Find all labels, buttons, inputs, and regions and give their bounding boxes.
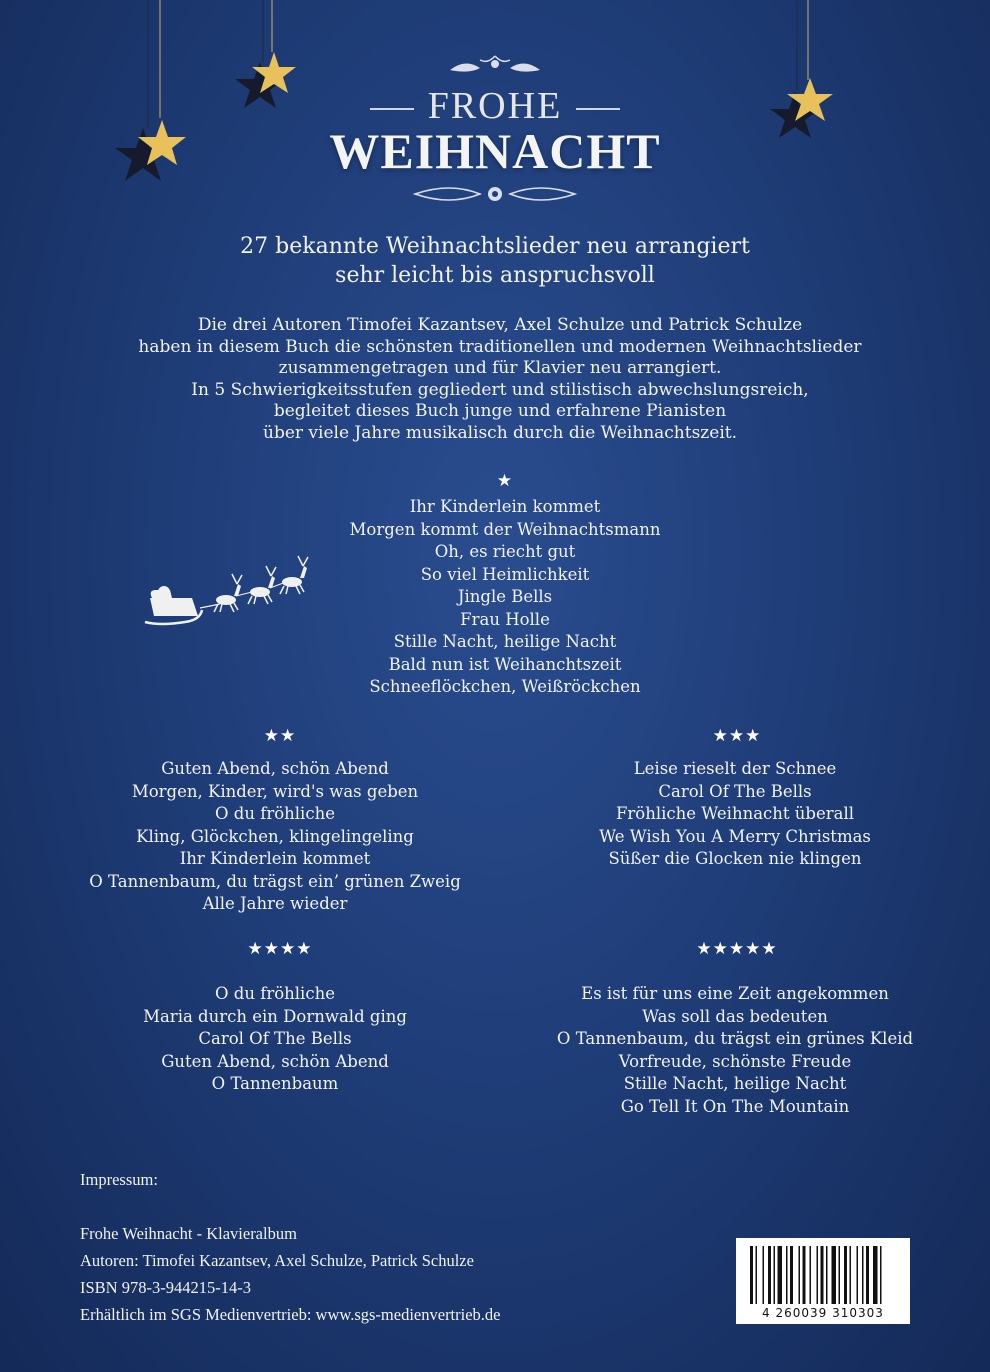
list-item: We Wish You A Merry Christmas (599, 826, 871, 846)
level-5-stars: ★★★★★ (696, 939, 778, 959)
list-item: Oh, es riecht gut (434, 542, 576, 561)
level-1-stars: ★ (496, 471, 514, 491)
list-item: Morgen kommt der Weihnachtsmann (349, 519, 661, 539)
list-item: Stille Nacht, heilige Nacht (393, 632, 617, 651)
list-item: Guten Abend, schön Abend (161, 759, 389, 778)
level-2-song-list (60, 758, 490, 916)
intro-text (120, 315, 880, 444)
barcode (736, 1238, 910, 1324)
list-item: Alle Jahre wieder (202, 894, 348, 913)
list-item: Bald nun ist Weihanchtszeit (388, 654, 622, 674)
intro-line: über viele Jahre musikalisch durch die Weihnachtszeit. (263, 422, 737, 443)
list-item: Schneeflöckchen, Weißröckchen (369, 677, 641, 696)
list-item: Carol Of The Bells (658, 781, 812, 801)
level-5-song-list (525, 983, 945, 1118)
subtitle (0, 232, 990, 290)
imprint-heading: Impressum: (80, 1170, 158, 1189)
list-item: Kling, Glöckchen, klingelingeling (136, 826, 414, 846)
imprint-isbn: ISBN 978-3-944215-14-3 (80, 1278, 251, 1297)
list-item: Fröhliche Weihnacht überall (615, 804, 855, 823)
level-1-song-list (305, 496, 705, 699)
subtitle-line-1: 27 bekannte Weihnachtslieder neu arrangiert (240, 234, 750, 259)
list-item: Carol Of The Bells (198, 1029, 352, 1048)
intro-line: begleitet dieses Buch junge und erfahrene Pianisten (273, 401, 727, 421)
ornament-bottom (410, 180, 580, 210)
intro-line: zusammengetragen und für Klavier neu arrangiert. (278, 358, 722, 378)
level-4-stars: ★★★★ (247, 939, 313, 959)
list-item: Frau Holle (460, 609, 550, 629)
list-item: Jingle Bells (457, 587, 553, 606)
title-frohe-text: FROHE (427, 85, 563, 127)
list-item: Ihr Kinderlein kommet (179, 849, 371, 868)
list-item: So viel Heimlichkeit (420, 564, 590, 584)
imprint-distribution: Erhältlich im SGS Medienvertrieb: www.sgs-medienvertrieb.de (80, 1305, 501, 1324)
list-item: Stille Nacht, heilige Nacht (623, 1074, 847, 1093)
list-item: Maria durch ein Dornwald ging (143, 1006, 407, 1026)
list-item: O Tannenbaum (211, 1074, 339, 1093)
level-2-stars: ★★ (263, 726, 297, 746)
list-item: Morgen, Kinder, wird's was geben (131, 781, 419, 801)
subtitle-line-2: sehr leicht bis anspruchsvoll (335, 263, 655, 288)
list-item: O Tannenbaum, du trägst ein grünes Kleid (556, 1029, 914, 1048)
intro-line: haben in diesem Buch die schönsten traditionellen und modernen Weihnachtslieder (138, 336, 862, 357)
list-item: Was soll das bedeuten (642, 1006, 828, 1026)
imprint-title: Frohe Weihnacht - Klavieralbum (80, 1224, 297, 1243)
list-item: Leise rieselt der Schnee (633, 759, 837, 778)
list-item: O du fröhliche (215, 804, 335, 823)
title-weihnacht: WEIHNACHT (329, 123, 661, 179)
imprint-authors: Autoren: Timofei Kazantsev, Axel Schulze, Patrick Schulze (80, 1251, 474, 1270)
list-item: Süßer die Glocken nie klingen (608, 849, 862, 868)
intro-line: In 5 Schwierigkeitsstufen gegliedert und stilistisch abwechslungsreich, (191, 379, 809, 400)
list-item: O du fröhliche (215, 984, 335, 1003)
sleigh-reindeer-icon (140, 550, 315, 632)
list-item: Vorfreude, schönste Freude (618, 1051, 852, 1071)
level-4-song-list (75, 983, 475, 1096)
imprint-block (80, 1220, 501, 1328)
list-item: Ihr Kinderlein kommet (409, 497, 601, 516)
list-item: Guten Abend, schön Abend (161, 1051, 389, 1071)
barcode-bars (750, 1246, 896, 1304)
ornament-top (440, 50, 550, 82)
list-item: Go Tell It On The Mountain (620, 1096, 850, 1116)
list-item: Es ist für uns eine Zeit angekommen (581, 984, 889, 1003)
intro-line: Die drei Autoren Timofei Kazantsev, Axel Schulze und Patrick Schulze (197, 315, 803, 335)
level-3-stars: ★★★ (712, 726, 762, 746)
level-3-song-list (535, 758, 935, 871)
list-item: O Tannenbaum, du trägst ein’ grünen Zweig (89, 871, 461, 891)
barcode-number: 4 260039 310303 (762, 1306, 884, 1320)
